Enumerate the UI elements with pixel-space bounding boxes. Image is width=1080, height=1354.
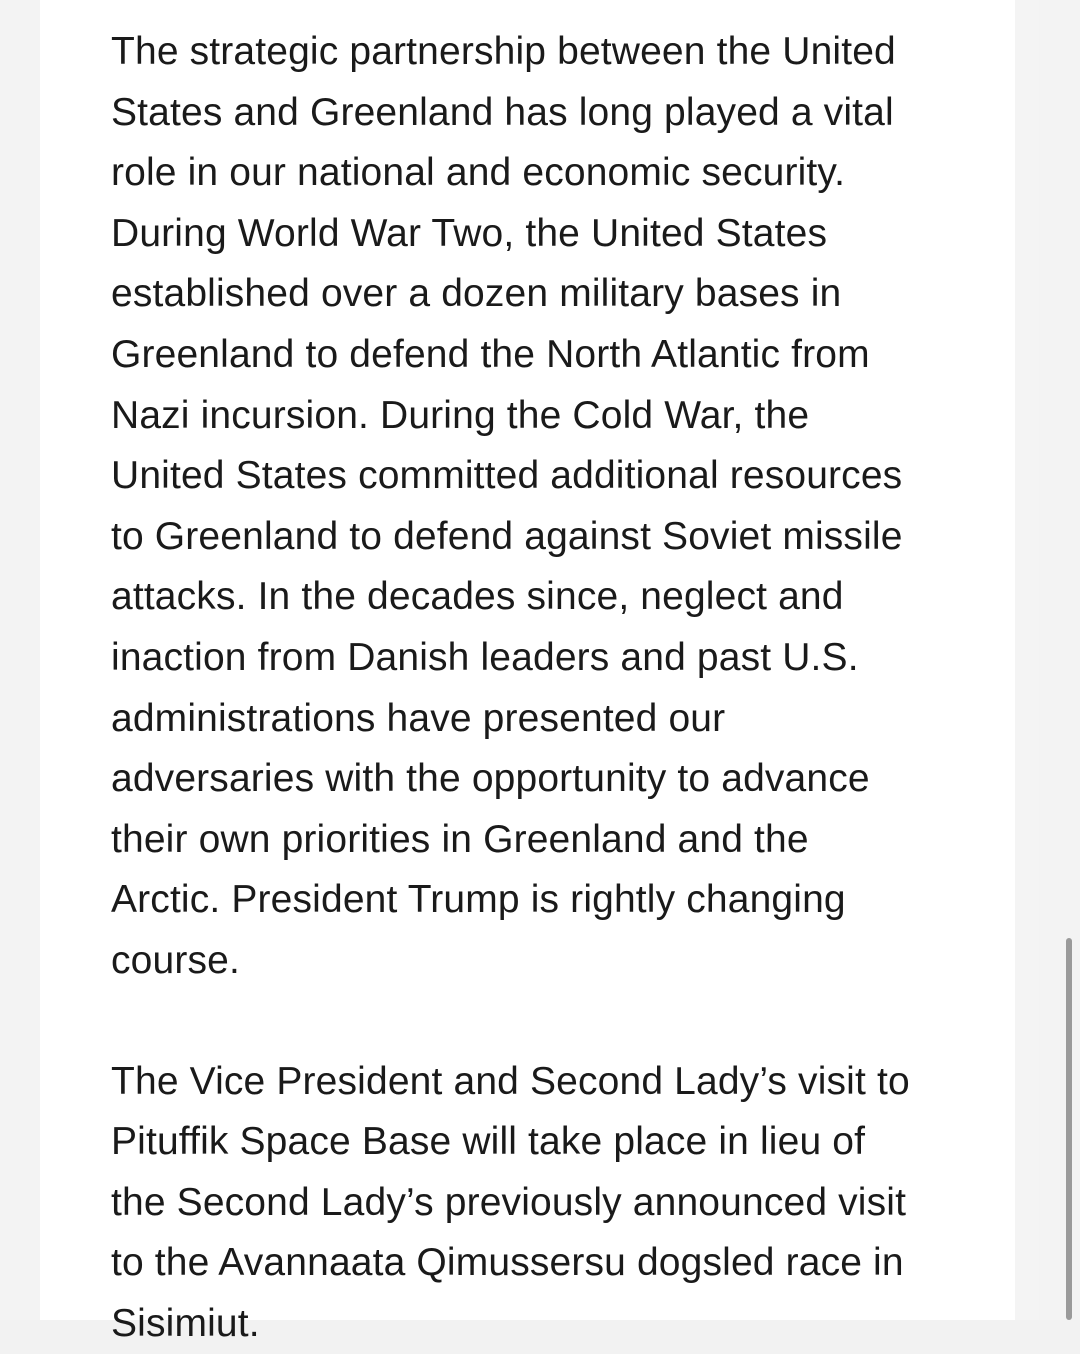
paragraph-line: During World War Two, the United States [111,204,961,265]
paragraph-line: adversaries with the opportunity to advance [111,749,961,810]
paragraph-line: The strategic partnership between the United [111,22,961,83]
paragraph-line: inaction from Danish leaders and past U.S. [111,628,961,689]
paragraph-line: their own priorities in Greenland and the [111,810,961,871]
paragraph-line: Arctic. President Trump is rightly changing [111,870,961,931]
paragraph-line: the Second Lady’s previously announced visit [111,1173,961,1234]
paragraph-2 [111,1052,961,1354]
paragraph-line: to Greenland to defend against Soviet missile [111,507,961,568]
paragraph-line: Greenland to defend the North Atlantic from [111,325,961,386]
right-gutter [1015,0,1039,1320]
vertical-scrollbar[interactable] [1066,938,1072,1320]
paragraph-line: Pituffik Space Base will take place in lieu of [111,1112,961,1173]
paragraph-line: Nazi incursion. During the Cold War, the [111,386,961,447]
paragraph-line: administrations have presented our [111,689,961,750]
paragraph-line: The Vice President and Second Lady’s visit to [111,1052,961,1113]
paragraph-line: role in our national and economic security. [111,143,961,204]
paragraph-line: Sisimiut. [111,1294,961,1354]
paragraph-spacer [111,992,961,1052]
paragraph-line: established over a dozen military bases in [111,264,961,325]
paragraph-line: United States committed additional resources [111,446,961,507]
paragraph-1 [111,22,961,992]
article-body [111,22,961,1354]
paragraph-line: States and Greenland has long played a vital [111,83,961,144]
paragraph-line: attacks. In the decades since, neglect and [111,567,961,628]
paragraph-line: course. [111,931,961,992]
paragraph-line: to the Avannaata Qimussersu dogsled race in [111,1233,961,1294]
